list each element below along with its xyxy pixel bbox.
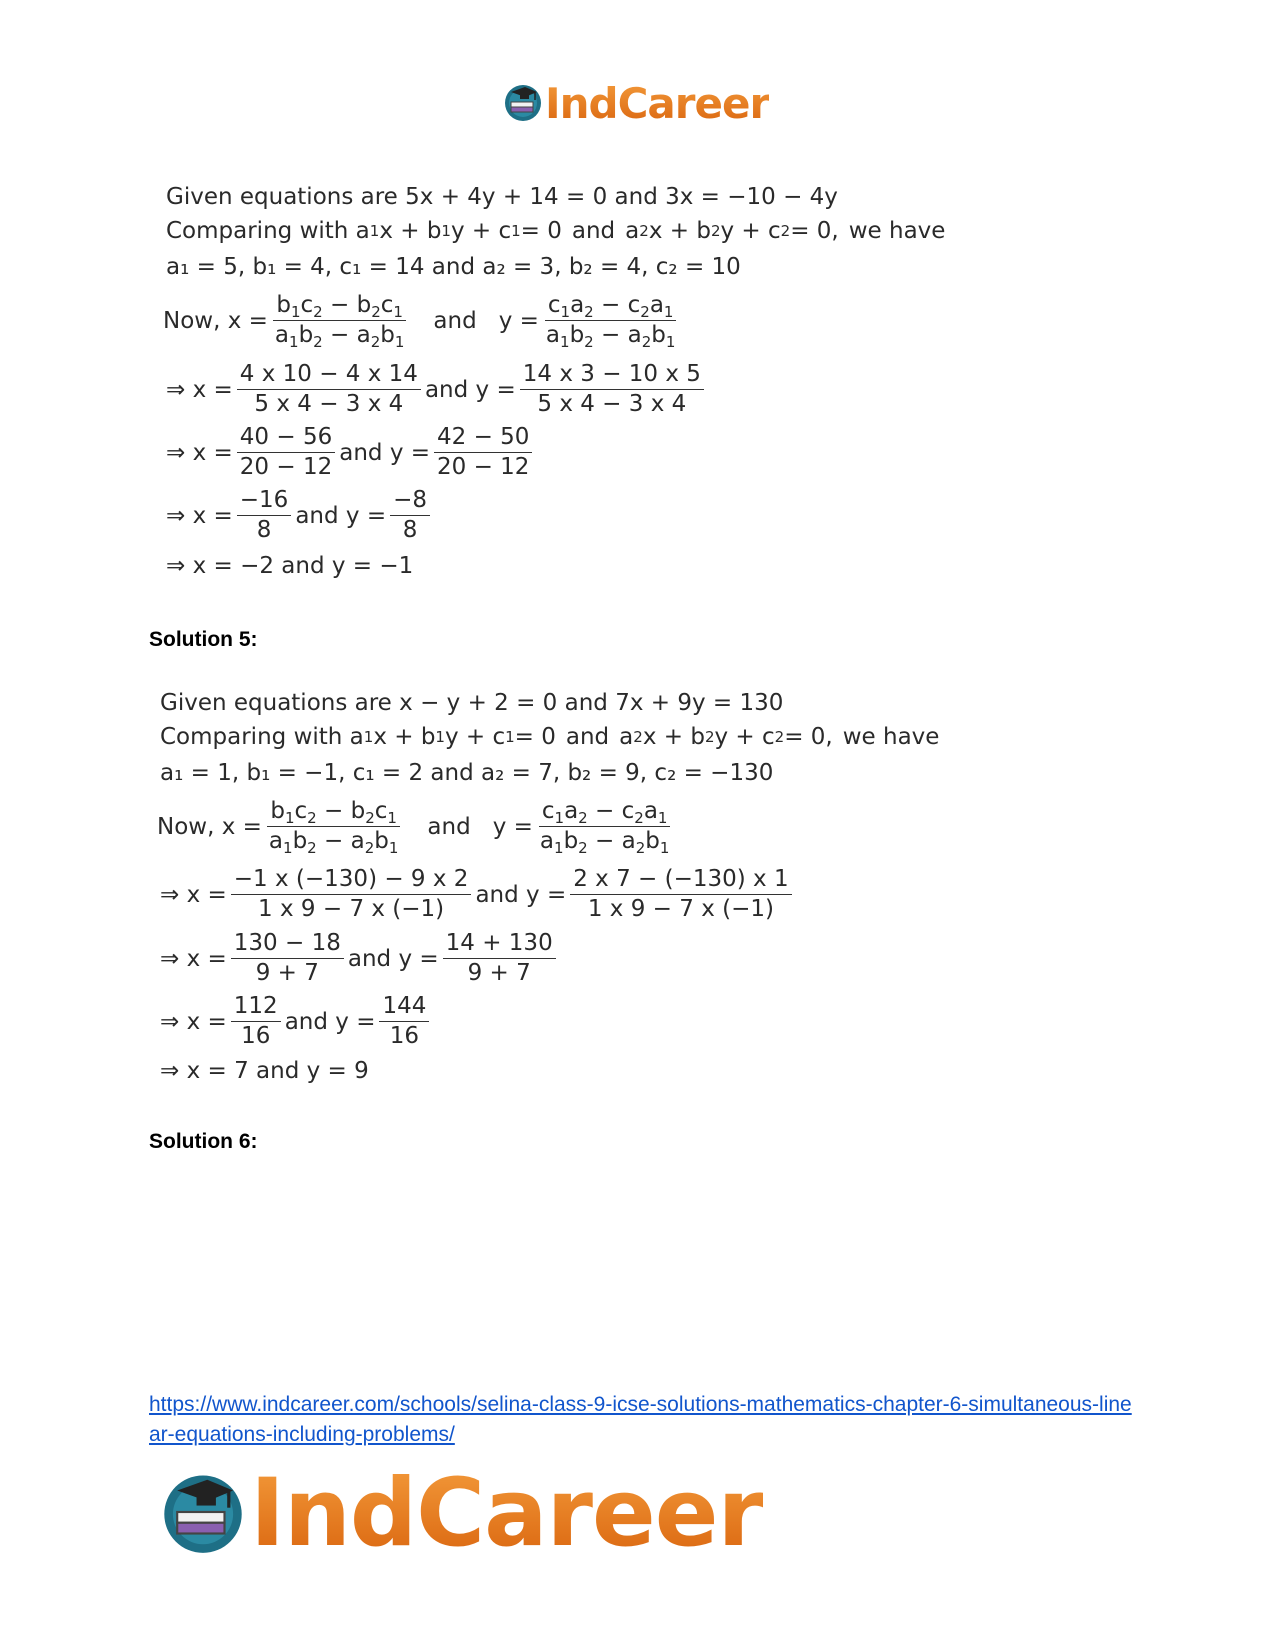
step-3-line: ⇒ x = $\frac{112}{16}$ and y = $\frac{144}{16}$ xyxy=(160,993,433,1050)
solution-5-heading: Solution 5: xyxy=(149,628,258,651)
step-2-line: ⇒ x = $\frac{40 - 56}{20 - 12}$ and y = $\frac{42 - 50}{20 - 12}$ xyxy=(166,424,536,481)
result-line: ⇒ x = 7 and y = 9 xyxy=(160,1058,369,1084)
step-2-line: ⇒ x = $\frac{130 - 18}{9 + 7}$ and y = $\frac{14 + 130}{9 + 7}$ xyxy=(160,930,560,987)
step-1-line: ⇒ x = $\frac{4 x 10 - 4 x 14}{5 x 4 - 3 x 4}$ and y = $\frac{14 x 3 - 10 x 5}{5 x 4 - 3 x 4}$ xyxy=(166,361,708,418)
given-equations-line: Given equations are 5x + 4y + 14 = 0 and 3x = −10 − 4y xyxy=(166,184,838,210)
y-formula: $\frac{c_1a_2 - c_2a_1}{a_1b_2 - a_2b_1}$ xyxy=(545,292,676,351)
brand-name: IndCareer xyxy=(250,1459,763,1568)
formula-line: Now, x = $\frac{b_1c_2 - b_2c_1}{a_1b_2 - a_2b_1}$ and y = $\frac{c_1a_2 - c_2a_1}{a_1b_2 - a_2b_1}$ xyxy=(157,798,676,855)
given-equations-line: Given equations are x − y + 2 = 0 and 7x + 9y = 130 xyxy=(160,690,784,716)
header-logo xyxy=(503,80,769,128)
footer-logo xyxy=(160,1459,763,1568)
source-link[interactable]: https://www.indcareer.com/schools/selina-class-9-icse-solutions-mathematics-chapter-6-simultaneous-linear-equations-including-problems/ xyxy=(149,1393,1132,1446)
step-3-line: ⇒ x = $\frac{-16}{8}$ and y = $\frac{-8}{8}$ xyxy=(166,487,434,544)
formula-line: Now, x = $\frac{b_1c_2 - b_2c_1}{a_1b_2 - a_2b_1}$ and y = $\frac{c_1a_2 - c_2a_1}{a_1b_2 - a_2b_1}$ xyxy=(163,292,682,349)
y-formula: $\frac{c_1a_2 - c_2a_1}{a_1b_2 - a_2b_1}$ xyxy=(539,798,670,857)
comparing-line: Comparing with a 1 x + b 1 y + c 1 = 0 and a 2 x + b 2 y + c 2 = 0, we have xyxy=(160,724,940,750)
graduation-book-icon xyxy=(503,82,543,126)
step-1-line: ⇒ x = $\frac{-1 x (-130) - 9 x 2}{1 x 9 - 7 x (-1)}$ and y = $\frac{2 x 7 - (-130) x 1}{1 x 9 - 7 x (-1)}$ xyxy=(160,866,796,923)
x-formula: $\frac{b_1c_2 - b_2c_1}{a_1b_2 - a_2b_1}$ xyxy=(274,292,405,351)
coefficients-line: a₁ = 5, b₁ = 4, c₁ = 14 and a₂ = 3, b₂ = 4, c₂ = 10 xyxy=(166,254,741,280)
solution-6-heading: Solution 6: xyxy=(149,1130,258,1153)
brand-name: IndCareer xyxy=(545,79,770,128)
graduation-book-icon xyxy=(160,1469,246,1559)
result-line: ⇒ x = −2 and y = −1 xyxy=(166,553,414,579)
comparing-line: Comparing with a 1 x + b 1 y + c 1 = 0 and a 2 x + b 2 y + c 2 = 0, we have xyxy=(166,218,946,244)
coefficients-line: a₁ = 1, b₁ = −1, c₁ = 2 and a₂ = 7, b₂ = 9, c₂ = −130 xyxy=(160,760,774,786)
x-formula: $\frac{b_1c_2 - b_2c_1}{a_1b_2 - a_2b_1}$ xyxy=(268,798,399,857)
